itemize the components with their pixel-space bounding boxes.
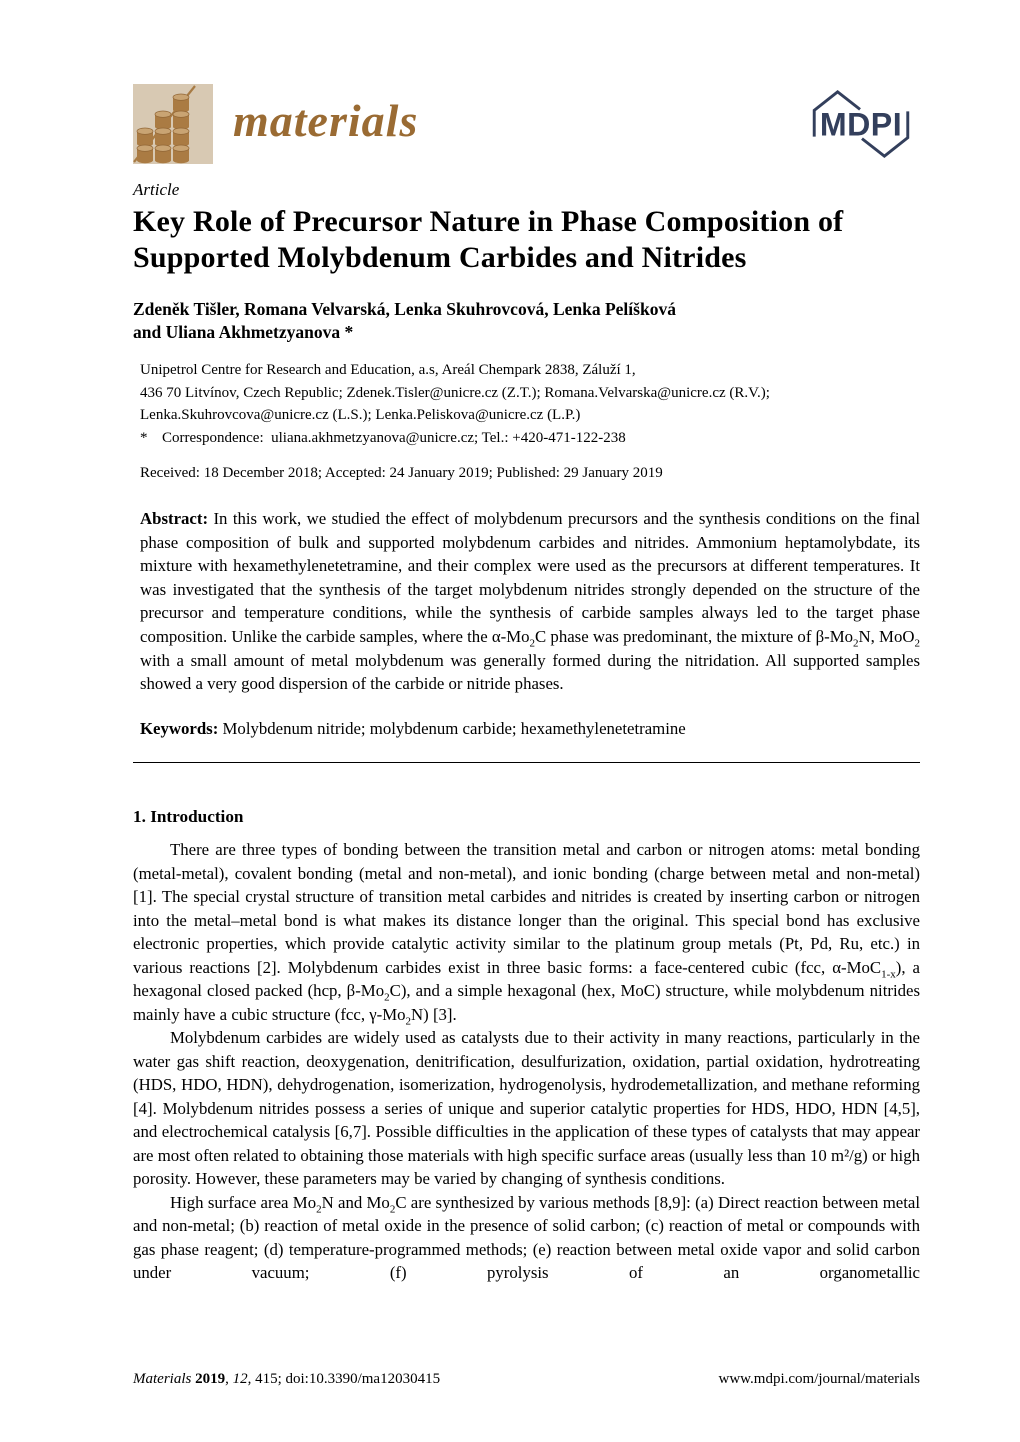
correspondence-line	[140, 427, 920, 450]
dates-line: Received: 18 December 2018; Accepted: 24 January 2019; Published: 29 January 2019	[140, 465, 663, 481]
section-divider	[133, 762, 920, 763]
authors-line-1: Zdeněk Tišler, Romana Velvarská, Lenka Skuhrovcová, Lenka Pelíšková	[133, 299, 676, 319]
correspondence-text: Correspondence: uliana.akhmetzyanova@unicre.cz; Tel.: +420-471-122-238	[162, 429, 626, 446]
authors	[133, 298, 920, 344]
materials-journal-logo	[133, 84, 418, 164]
intro-paragraph-3: High surface area $Mo_2N$ and $Mo_2C$ are synthesized by various methods [8,9]: (a) Direct reaction between metal and non-metal; (b) reaction of metal oxide in the presence of solid carbon; (c) reaction of metal or compounds with gas phase reagent; (d) temperature-programmed methods; (e) reaction between metal oxide vapor and solid carbon under vacuum; (f) pyrolysis of an organometallic	[133, 1192, 920, 1283]
mdpi-logo-text: MDPI	[819, 106, 903, 143]
intro-paragraph-1: There are three types of bonding between the transition metal and carbon or nitrogen atoms: metal bonding (metal-metal), covalent bonding (metal and non-metal), and ionic bonding (charge between metal and non-metal) [1]. The special crystal structure of transition metal carbides and nitrides is created by inserting carbon or nitrogen into the metal–metal bond is what makes its distance longer than the original. This special bond has exclusive electronic properties, which provide catalytic activity similar to the platinum group metals (Pt, Pd, Ru, etc.) in various reactions [2]. Molybdenum carbides exist in three basic forms: a face-centered cubic (fcc, α-MoC$_{1-x}$), a hexagonal closed packed (hcp, $\beta-Mo_2C$), and a simple hexagonal (hex, MoC) structure, while molybdenum nitrides mainly have a cubic structure (fcc, $\gamma-Mo_2N$) [3].	[133, 840, 920, 1028]
abstract-label: Abstract:	[140, 509, 209, 528]
intro-paragraph-2: Molybdenum carbides are widely used as catalysts due to their activity in many reactions, particularly in the water gas shift reaction, deoxygenation, denitrification, desulfurization, oxidation, partial oxidation, hydrotreating (HDS, HDO, HDN), dehydrogenation, isomerization, hydrogenolysis, hydrodemetallization, and methane reforming [4]. Molybdenum nitrides possess a series of unique and superior catalytic properties for HDS, HDO, HDN [4,5], and electrochemical catalysis [6,7]. Possible difficulties in the application of these types of catalysts that may appear are most often related to obtaining those materials with high specific surface areas (usually less than 10 m²/g) or high porosity. However, these parameters may be varied by changing of synthesis conditions.	[133, 1028, 920, 1189]
journal-wordmark: materials	[233, 95, 419, 146]
footer-journal-link[interactable]: www.mdpi.com/journal/materials	[718, 1371, 920, 1387]
page-header	[133, 84, 920, 164]
page-title: Key Role of Precursor Nature in Phase Composition of Supported Molybdenum Carbides and Nitrides	[133, 205, 844, 274]
affiliation-line: Unipetrol Centre for Research and Education, a.s, Areál Chempark 2838, Záluží 1,	[140, 362, 636, 378]
mdpi-logo	[802, 86, 920, 162]
abstract	[140, 507, 920, 696]
affiliation-line: 436 70 Litvínov, Czech Republic; Zdenek.Tisler@unicre.cz (Z.T.); Romana.Velvarska@unicre.cz (R.V.);	[140, 384, 770, 401]
section-heading-introduction: 1. Introduction	[133, 807, 244, 827]
correspondence-marker: *	[140, 429, 148, 446]
footer-citation: Materials 2019, 12, 415; doi:10.3390/ma12030415	[133, 1371, 441, 1387]
keywords-label: Keywords:	[140, 718, 219, 738]
affiliation-block	[140, 359, 920, 449]
abstract-text: In this work, we studied the effect of molybdenum precursors and the synthesis conditions on the final phase composition of bulk and supported molybdenum carbides and nitrides. Ammonium heptamolybdate, its mixture with hexamethylenetetramine, and their complex were used as the precursors at different temperatures. It was investigated that the synthesis of the target molybdenum nitrides strongly depended on the structure of the precursor and temperature conditions, while the synthesis of carbide samples always led to the target phase composition. Unlike the carbide samples, where the $\alpha-Mo_2C$ phase was predominant, the mixture of $\beta-Mo_2N$, MoO$_2$ with a small amount of metal molybdenum was generally formed during the nitridation. All supported samples showed a very good dispersion of the carbide or nitride phases.	[140, 509, 920, 694]
keywords	[140, 717, 920, 741]
page-footer	[133, 1371, 920, 1388]
affiliation-line: Lenka.Skuhrovcova@unicre.cz (L.S.); Lenka.Peliskova@unicre.cz (L.P.)	[140, 407, 581, 423]
materials-logo-icon	[133, 84, 213, 164]
authors-line-2: and Uliana Akhmetzyanova *	[133, 322, 354, 342]
keywords-text: Molybdenum nitride; molybdenum carbide; hexamethylenetetramine	[218, 718, 686, 738]
article-type-label: Article	[133, 180, 180, 199]
